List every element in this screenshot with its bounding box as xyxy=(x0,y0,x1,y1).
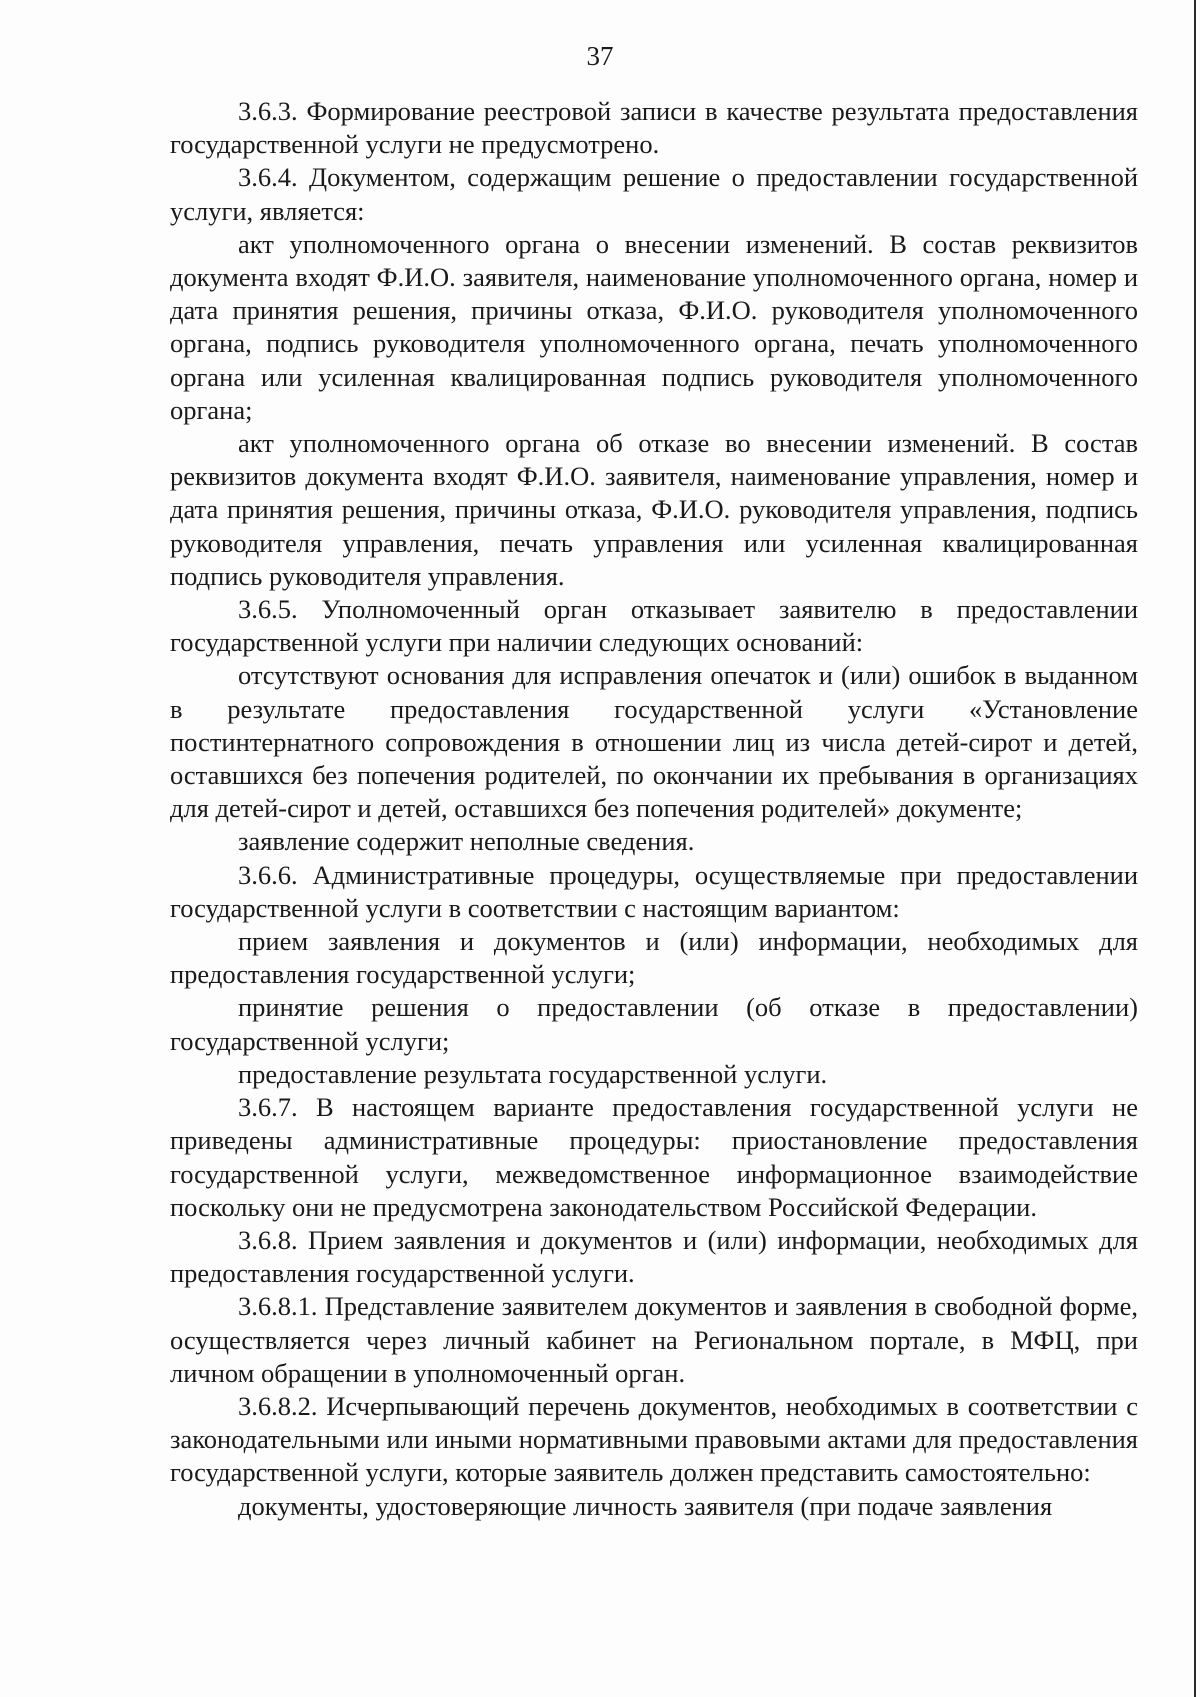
paragraph-3-6-6: 3.6.6. Административные процедуры, осуществляемые при предоставлении государственной услуги в соответствии с настоящим вариантом: xyxy=(170,859,1138,923)
paragraph-procedure-receipt: прием заявления и документов и (или) информации, необходимых для предоставления государственной услуги; xyxy=(170,926,1138,990)
scan-edge-line xyxy=(1194,0,1196,1697)
document-body xyxy=(170,95,1138,1523)
paragraph-act-changes: акт уполномоченного органа о внесении изменений. В состав реквизитов документа входят Ф.И.О. заявителя, наименование уполномоченного органа, номер и дата принятия решения, причины отказа, Ф.И.О. руководителя уполномоченного органа, подпись руководителя уполномоченного органа, печать уполномоченного органа или усиленная квалицированная подпись руководителя уполномоченного органа; xyxy=(170,228,1138,425)
paragraph-3-6-3: 3.6.3. Формирование реестровой записи в качестве результата предоставления государственной услуги не предусмотрено. xyxy=(170,96,1138,160)
paragraph-procedure-decision: принятие решения о предоставлении (об отказе в предоставлении) государственной услуги; xyxy=(170,992,1138,1056)
page-number: 37 xyxy=(586,41,614,71)
paragraph-3-6-8-2: 3.6.8.2. Исчерпывающий перечень документов, необходимых в соответствии с законодательными или иными нормативными правовыми актами для предоставления государственной услуги, которые заявитель должен представить самостоятельно: xyxy=(170,1390,1138,1488)
paragraph-3-6-4: 3.6.4. Документом, содержащим решение о предоставлении государственной услуги, является: xyxy=(170,162,1138,226)
paragraph-incomplete: заявление содержит неполные сведения. xyxy=(238,826,695,857)
paragraph-procedure-result: предоставление результата государственной услуги. xyxy=(238,1058,828,1089)
paragraph-3-6-8: 3.6.8. Прием заявления и документов и (или) информации, необходимых для предоставления государственной услуги. xyxy=(170,1224,1138,1289)
paragraph-3-6-7: 3.6.7. В настоящем варианте предоставления государственной услуги не приведены административные процедуры: приостановление предоставления государственной услуги, межведомственное информационное взаимодействие поскольку они не предусмотрена законодательством Российской Федерации. xyxy=(170,1092,1138,1222)
paragraph-3-6-8-1: 3.6.8.1. Представление заявителем документов и заявления в свободной форме, осуществляется через личный кабинет на Региональном портале, в МФЦ, при личном обращении в уполномоченный орган. xyxy=(170,1291,1138,1388)
paragraph-identity-docs: документы, удостоверяющие личность заявителя (при подаче заявления xyxy=(238,1490,1053,1521)
paragraph-act-refusal: акт уполномоченного органа об отказе во внесении изменений. В состав реквизитов документа входят Ф.И.О. заявителя, наименование управления, номер и дата принятия решения, причины отказа, Ф.И.О. руководителя управления, подпись руководителя управления, печать управления или усиленная квалицированная подпись руководителя управления. xyxy=(170,428,1138,591)
paragraph-3-6-5: 3.6.5. Уполномоченный орган отказывает заявителю в предоставлении государственной услуги при наличии следующих оснований: xyxy=(170,594,1138,658)
paragraph-no-grounds: отсутствуют основания для исправления опечаток и (или) ошибок в выданном в результате предоставления государственной услуги «Установление постинтернатного сопровождения в отношении лиц из числа детей-сирот и детей, оставшихся без попечения родителей, по окончании их пребывания в организациях для детей-сирот и детей, оставшихся без попечения родителей» документе; xyxy=(170,660,1138,824)
